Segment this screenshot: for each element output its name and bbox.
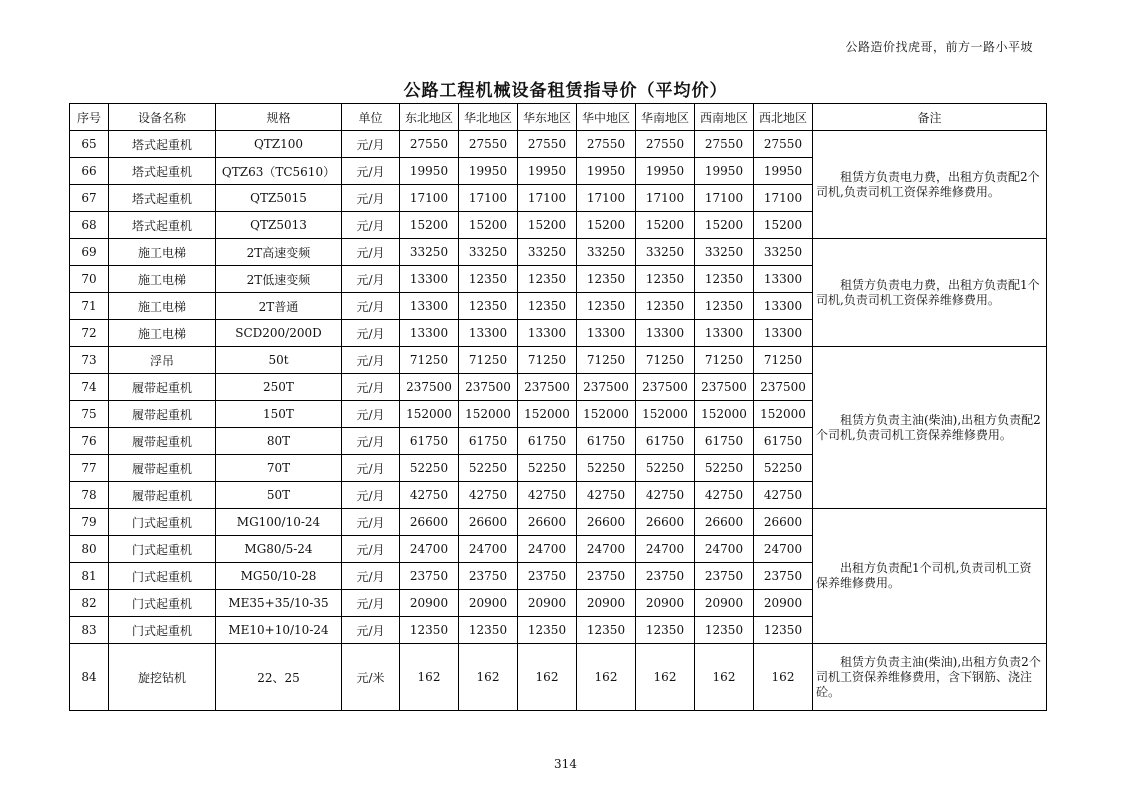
equipment-name-cell: 施工电梯 — [109, 266, 216, 293]
price-cell: 12350 — [459, 617, 518, 644]
column-header: 备注 — [813, 104, 1047, 131]
row-number-cell: 67 — [70, 185, 109, 212]
unit-cell: 元/月 — [342, 509, 400, 536]
price-cell: 27550 — [400, 131, 459, 158]
unit-cell: 元/月 — [342, 536, 400, 563]
price-cell: 13300 — [400, 293, 459, 320]
table-row — [70, 131, 1047, 158]
spec-cell: 250T — [216, 374, 342, 401]
price-cell: 24700 — [695, 536, 754, 563]
row-number-cell: 68 — [70, 212, 109, 239]
price-cell: 52250 — [695, 455, 754, 482]
price-cell: 33250 — [400, 239, 459, 266]
price-cell: 13300 — [577, 320, 636, 347]
price-cell: 42750 — [577, 482, 636, 509]
column-header: 规格 — [216, 104, 342, 131]
price-cell: 13300 — [754, 266, 813, 293]
price-cell: 12350 — [754, 617, 813, 644]
equipment-name-cell: 施工电梯 — [109, 239, 216, 266]
price-cell: 237500 — [636, 374, 695, 401]
price-cell: 71250 — [577, 347, 636, 374]
price-cell: 42750 — [518, 482, 577, 509]
price-cell: 237500 — [400, 374, 459, 401]
price-cell: 17100 — [518, 185, 577, 212]
column-header: 西北地区 — [754, 104, 813, 131]
price-cell: 12350 — [695, 266, 754, 293]
price-cell: 27550 — [695, 131, 754, 158]
price-cell: 19950 — [577, 158, 636, 185]
price-cell: 20900 — [459, 590, 518, 617]
equipment-name-cell: 门式起重机 — [109, 509, 216, 536]
price-cell: 24700 — [577, 536, 636, 563]
remark-cell: 出租方负责配1个司机,负责司机工资保养维修费用。 — [813, 509, 1047, 644]
price-cell: 12350 — [636, 266, 695, 293]
price-cell: 23750 — [518, 563, 577, 590]
row-number-cell: 81 — [70, 563, 109, 590]
equipment-name-cell: 履带起重机 — [109, 374, 216, 401]
price-cell: 61750 — [695, 428, 754, 455]
equipment-name-cell: 塔式起重机 — [109, 185, 216, 212]
equipment-name-cell: 门式起重机 — [109, 563, 216, 590]
price-cell: 52250 — [400, 455, 459, 482]
price-cell: 15200 — [754, 212, 813, 239]
unit-cell: 元/月 — [342, 131, 400, 158]
unit-cell: 元/月 — [342, 293, 400, 320]
price-cell: 20900 — [754, 590, 813, 617]
unit-cell: 元/月 — [342, 239, 400, 266]
equipment-name-cell: 门式起重机 — [109, 617, 216, 644]
table-row — [70, 239, 1047, 266]
price-cell: 27550 — [636, 131, 695, 158]
spec-cell: QTZ5013 — [216, 212, 342, 239]
price-cell: 15200 — [636, 212, 695, 239]
equipment-name-cell: 履带起重机 — [109, 482, 216, 509]
price-cell: 162 — [754, 644, 813, 711]
price-cell: 20900 — [636, 590, 695, 617]
page-title: 公路工程机械设备租赁指导价（平均价） — [403, 81, 728, 101]
price-cell: 24700 — [754, 536, 813, 563]
price-cell: 61750 — [518, 428, 577, 455]
price-cell: 42750 — [754, 482, 813, 509]
page-number: 314 — [554, 757, 577, 771]
spec-cell: 50T — [216, 482, 342, 509]
spec-cell: 2T普通 — [216, 293, 342, 320]
unit-cell: 元/月 — [342, 563, 400, 590]
spec-cell: MG100/10-24 — [216, 509, 342, 536]
spec-cell: 2T低速变频 — [216, 266, 342, 293]
price-cell: 26600 — [518, 509, 577, 536]
price-cell: 19950 — [400, 158, 459, 185]
price-cell: 52250 — [518, 455, 577, 482]
price-cell: 23750 — [577, 563, 636, 590]
price-cell: 26600 — [577, 509, 636, 536]
remark-cell: 租赁方负责主油(柴油),出租方负责2个司机工资保养维修费用，含下钢筋、浇注砼。 — [813, 644, 1047, 711]
price-cell: 237500 — [459, 374, 518, 401]
unit-cell: 元/米 — [342, 644, 400, 711]
column-header: 设备名称 — [109, 104, 216, 131]
price-cell: 27550 — [459, 131, 518, 158]
price-cell: 13300 — [695, 320, 754, 347]
price-cell: 12350 — [518, 293, 577, 320]
price-cell: 71250 — [518, 347, 577, 374]
equipment-name-cell: 施工电梯 — [109, 320, 216, 347]
spec-cell: MG80/5-24 — [216, 536, 342, 563]
row-number-cell: 78 — [70, 482, 109, 509]
price-cell: 152000 — [754, 401, 813, 428]
price-cell: 26600 — [459, 509, 518, 536]
price-cell: 23750 — [754, 563, 813, 590]
price-cell: 42750 — [400, 482, 459, 509]
equipment-name-cell: 履带起重机 — [109, 455, 216, 482]
equipment-name-cell: 浮吊 — [109, 347, 216, 374]
price-cell: 12350 — [400, 617, 459, 644]
price-cell: 12350 — [695, 617, 754, 644]
unit-cell: 元/月 — [342, 482, 400, 509]
price-cell: 152000 — [577, 401, 636, 428]
equipment-name-cell: 履带起重机 — [109, 401, 216, 428]
price-cell: 12350 — [695, 293, 754, 320]
price-cell: 237500 — [577, 374, 636, 401]
remark-cell: 租赁方负责电力费，出租方负责配2个司机,负责司机工资保养维修费用。 — [813, 131, 1047, 239]
price-cell: 162 — [577, 644, 636, 711]
unit-cell: 元/月 — [342, 266, 400, 293]
price-cell: 20900 — [518, 590, 577, 617]
price-cell: 237500 — [754, 374, 813, 401]
price-cell: 12350 — [459, 293, 518, 320]
spec-cell: QTZ100 — [216, 131, 342, 158]
remark-cell: 租赁方负责电力费，出租方负责配1个司机,负责司机工资保养维修费用。 — [813, 239, 1047, 347]
price-cell: 15200 — [518, 212, 577, 239]
price-cell: 13300 — [518, 320, 577, 347]
price-cell: 15200 — [459, 212, 518, 239]
price-cell: 19950 — [636, 158, 695, 185]
price-cell: 20900 — [400, 590, 459, 617]
equipment-name-cell: 施工电梯 — [109, 293, 216, 320]
price-cell: 152000 — [636, 401, 695, 428]
column-header: 单位 — [342, 104, 400, 131]
price-cell: 12350 — [518, 617, 577, 644]
table-row — [70, 347, 1047, 374]
price-cell: 52250 — [636, 455, 695, 482]
price-cell: 162 — [459, 644, 518, 711]
column-header: 西南地区 — [695, 104, 754, 131]
row-number-cell: 65 — [70, 131, 109, 158]
price-cell: 17100 — [400, 185, 459, 212]
price-cell: 19950 — [695, 158, 754, 185]
price-cell: 26600 — [636, 509, 695, 536]
price-cell: 162 — [636, 644, 695, 711]
row-number-cell: 66 — [70, 158, 109, 185]
price-cell: 33250 — [577, 239, 636, 266]
price-cell: 13300 — [754, 320, 813, 347]
column-header: 序号 — [70, 104, 109, 131]
price-cell: 12350 — [636, 617, 695, 644]
row-number-cell: 82 — [70, 590, 109, 617]
price-cell: 33250 — [518, 239, 577, 266]
price-cell: 33250 — [636, 239, 695, 266]
price-cell: 19950 — [754, 158, 813, 185]
row-number-cell: 72 — [70, 320, 109, 347]
unit-cell: 元/月 — [342, 590, 400, 617]
price-cell: 17100 — [636, 185, 695, 212]
price-cell: 12350 — [577, 293, 636, 320]
price-cell: 27550 — [754, 131, 813, 158]
price-cell: 42750 — [459, 482, 518, 509]
column-header: 华北地区 — [459, 104, 518, 131]
price-cell: 17100 — [459, 185, 518, 212]
equipment-name-cell: 旋挖钻机 — [109, 644, 216, 711]
spec-cell: QTZ63（TC5610） — [216, 158, 342, 185]
row-number-cell: 70 — [70, 266, 109, 293]
price-cell: 15200 — [577, 212, 636, 239]
column-header: 东北地区 — [400, 104, 459, 131]
rental-price-table — [69, 103, 1047, 711]
price-cell: 19950 — [518, 158, 577, 185]
price-cell: 24700 — [400, 536, 459, 563]
price-cell: 61750 — [754, 428, 813, 455]
price-cell: 52250 — [459, 455, 518, 482]
price-cell: 20900 — [577, 590, 636, 617]
price-cell: 24700 — [459, 536, 518, 563]
price-cell: 152000 — [518, 401, 577, 428]
row-number-cell: 75 — [70, 401, 109, 428]
price-cell: 13300 — [459, 320, 518, 347]
unit-cell: 元/月 — [342, 347, 400, 374]
price-cell: 19950 — [459, 158, 518, 185]
price-cell: 13300 — [400, 320, 459, 347]
price-cell: 52250 — [577, 455, 636, 482]
price-cell: 27550 — [577, 131, 636, 158]
price-cell: 12350 — [518, 266, 577, 293]
unit-cell: 元/月 — [342, 455, 400, 482]
price-cell: 13300 — [636, 320, 695, 347]
price-cell: 42750 — [636, 482, 695, 509]
table-header-row — [70, 104, 1047, 131]
spec-cell: 2T高速变频 — [216, 239, 342, 266]
table-row — [70, 509, 1047, 536]
price-cell: 61750 — [400, 428, 459, 455]
column-header: 华南地区 — [636, 104, 695, 131]
row-number-cell: 69 — [70, 239, 109, 266]
unit-cell: 元/月 — [342, 428, 400, 455]
price-cell: 61750 — [636, 428, 695, 455]
equipment-name-cell: 门式起重机 — [109, 590, 216, 617]
spec-cell: ME10+10/10-24 — [216, 617, 342, 644]
row-number-cell: 79 — [70, 509, 109, 536]
row-number-cell: 80 — [70, 536, 109, 563]
price-cell: 12350 — [577, 266, 636, 293]
price-cell: 23750 — [695, 563, 754, 590]
equipment-name-cell: 塔式起重机 — [109, 212, 216, 239]
price-cell: 162 — [695, 644, 754, 711]
remark-cell: 租赁方负责主油(柴油),出租方负责配2个司机,负责司机工资保养维修费用。 — [813, 347, 1047, 509]
price-cell: 23750 — [459, 563, 518, 590]
price-cell: 12350 — [459, 266, 518, 293]
price-cell: 33250 — [459, 239, 518, 266]
table-body — [70, 131, 1047, 711]
price-cell: 152000 — [400, 401, 459, 428]
header-note: 公路造价找虎哥，前方一路小平坡 — [845, 40, 1033, 54]
price-cell: 26600 — [695, 509, 754, 536]
equipment-name-cell: 门式起重机 — [109, 536, 216, 563]
spec-cell: 80T — [216, 428, 342, 455]
spec-cell: MG50/10-28 — [216, 563, 342, 590]
equipment-name-cell: 塔式起重机 — [109, 131, 216, 158]
price-cell: 20900 — [695, 590, 754, 617]
row-number-cell: 74 — [70, 374, 109, 401]
price-cell: 12350 — [636, 293, 695, 320]
price-cell: 24700 — [518, 536, 577, 563]
price-cell: 52250 — [754, 455, 813, 482]
unit-cell: 元/月 — [342, 374, 400, 401]
unit-cell: 元/月 — [342, 320, 400, 347]
price-cell: 12350 — [577, 617, 636, 644]
spec-cell: SCD200/200D — [216, 320, 342, 347]
price-cell: 71250 — [459, 347, 518, 374]
price-cell: 23750 — [636, 563, 695, 590]
row-number-cell: 73 — [70, 347, 109, 374]
price-cell: 71250 — [400, 347, 459, 374]
price-cell: 23750 — [400, 563, 459, 590]
column-header: 华东地区 — [518, 104, 577, 131]
price-cell: 42750 — [695, 482, 754, 509]
price-cell: 13300 — [754, 293, 813, 320]
equipment-name-cell: 塔式起重机 — [109, 158, 216, 185]
spec-cell: QTZ5015 — [216, 185, 342, 212]
price-cell: 27550 — [518, 131, 577, 158]
unit-cell: 元/月 — [342, 212, 400, 239]
unit-cell: 元/月 — [342, 158, 400, 185]
price-cell: 33250 — [754, 239, 813, 266]
price-cell: 17100 — [695, 185, 754, 212]
unit-cell: 元/月 — [342, 617, 400, 644]
spec-cell: 70T — [216, 455, 342, 482]
price-cell: 71250 — [636, 347, 695, 374]
price-cell: 17100 — [754, 185, 813, 212]
price-cell: 71250 — [695, 347, 754, 374]
price-cell: 33250 — [695, 239, 754, 266]
price-cell: 13300 — [400, 266, 459, 293]
spec-cell: ME35+35/10-35 — [216, 590, 342, 617]
price-cell: 17100 — [577, 185, 636, 212]
price-cell: 152000 — [459, 401, 518, 428]
price-cell: 71250 — [754, 347, 813, 374]
spec-cell: 150T — [216, 401, 342, 428]
price-cell: 237500 — [695, 374, 754, 401]
price-cell: 152000 — [695, 401, 754, 428]
price-cell: 26600 — [400, 509, 459, 536]
price-cell: 15200 — [400, 212, 459, 239]
price-cell: 24700 — [636, 536, 695, 563]
unit-cell: 元/月 — [342, 401, 400, 428]
table-row — [70, 644, 1047, 711]
equipment-name-cell: 履带起重机 — [109, 428, 216, 455]
price-cell: 61750 — [577, 428, 636, 455]
price-cell: 15200 — [695, 212, 754, 239]
row-number-cell: 83 — [70, 617, 109, 644]
price-cell: 61750 — [459, 428, 518, 455]
row-number-cell: 84 — [70, 644, 109, 711]
spec-cell: 50t — [216, 347, 342, 374]
row-number-cell: 71 — [70, 293, 109, 320]
spec-cell: 22、25 — [216, 644, 342, 711]
unit-cell: 元/月 — [342, 185, 400, 212]
row-number-cell: 77 — [70, 455, 109, 482]
column-header: 华中地区 — [577, 104, 636, 131]
price-cell: 237500 — [518, 374, 577, 401]
price-cell: 162 — [400, 644, 459, 711]
price-cell: 26600 — [754, 509, 813, 536]
row-number-cell: 76 — [70, 428, 109, 455]
price-cell: 162 — [518, 644, 577, 711]
